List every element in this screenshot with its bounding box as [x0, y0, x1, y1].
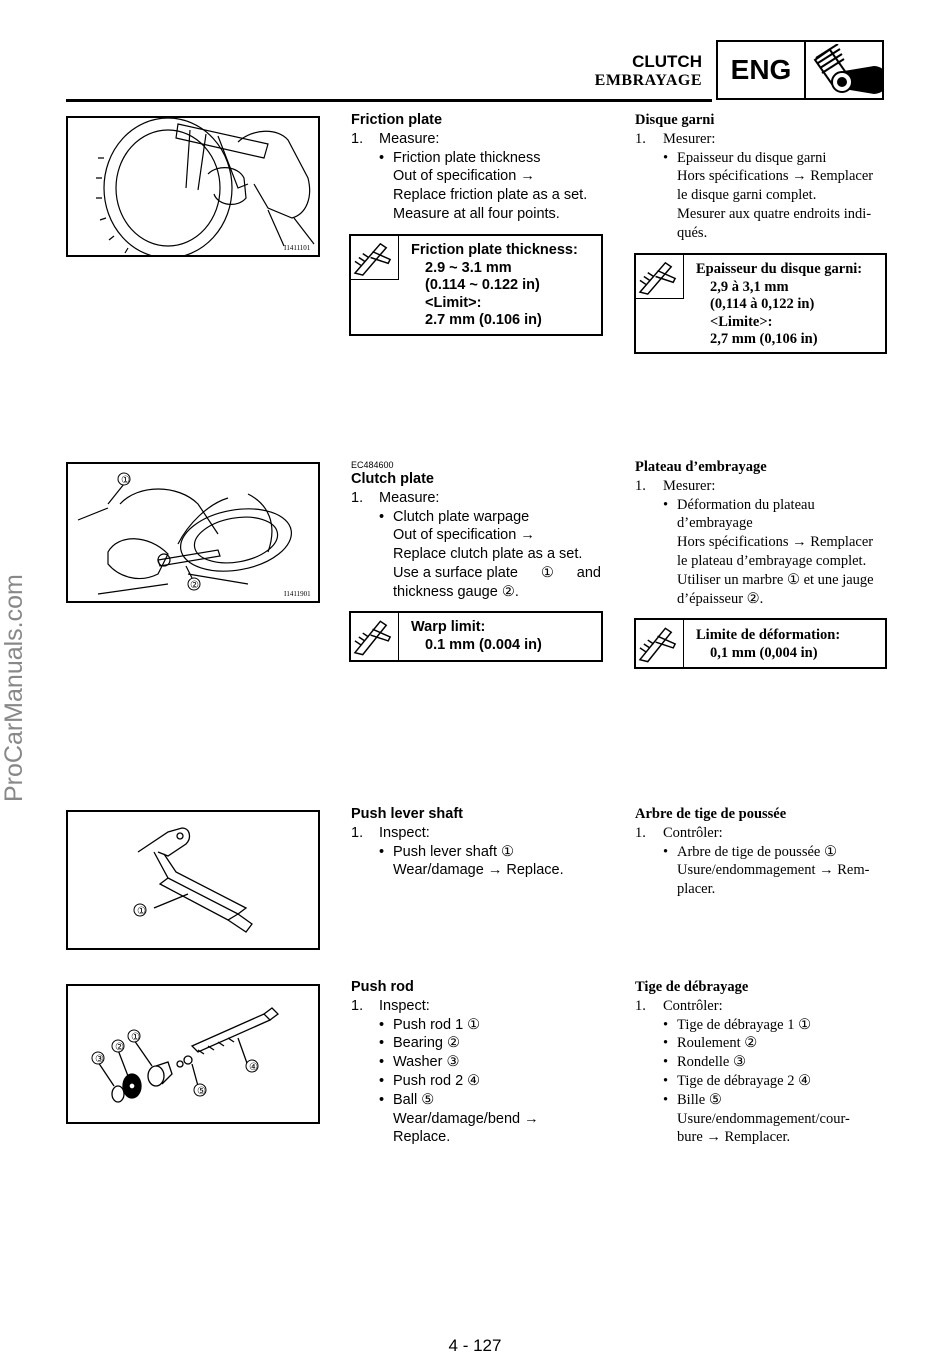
section-heading: Tige de débrayage	[635, 979, 749, 995]
bullet: •	[663, 843, 669, 860]
section-heading: Clutch plate	[351, 471, 434, 487]
item-push-rod-1: Push rod 1	[393, 1016, 464, 1033]
figure-push-lever-shaft	[66, 810, 320, 950]
eng-badge	[716, 40, 884, 100]
body-line: qués.	[677, 224, 708, 241]
spec-value: (0.114 ~ 0.122 in)	[425, 277, 540, 293]
body-line: Mesurer aux quatre endroits indi-	[677, 205, 872, 222]
callout-mark: ①	[823, 843, 837, 860]
body-line	[677, 571, 887, 590]
bullet: •	[379, 1072, 385, 1089]
body-line	[393, 564, 601, 583]
figure-push-rod	[66, 984, 320, 1124]
spec-box-warp-limit	[349, 611, 603, 662]
bullet: •	[379, 843, 385, 860]
spec-value: 2,7 mm (0,106 in)	[710, 331, 818, 347]
callout-mark: ⑤	[421, 1091, 435, 1108]
section-title-en: CLUTCH	[632, 52, 702, 71]
callout-mark: ①	[798, 1016, 812, 1033]
text-use-surface-plate: Use a surface plate	[393, 564, 518, 581]
spec-title: Warp limit:	[411, 619, 486, 635]
callout-mark: ④	[798, 1072, 812, 1089]
spec-value: (0,114 à 0,122 in)	[710, 296, 815, 312]
spec-box-limite-deformation	[634, 618, 887, 669]
callout-4: ④	[249, 1062, 258, 1073]
spec-value: 2,9 à 3,1 mm	[710, 278, 789, 295]
figure-clutch-plate	[66, 462, 320, 603]
item-text: Déformation du plateau	[677, 496, 815, 513]
body-line: Replace.	[393, 1129, 451, 1146]
callout-mark: ①	[501, 843, 515, 860]
text-period: .	[759, 590, 764, 607]
item-rondelle: Rondelle	[677, 1054, 730, 1071]
spec-title: Limite de déformation:	[696, 627, 841, 643]
callout-2: ②	[115, 1042, 124, 1053]
body-line: d’embrayage	[677, 515, 753, 532]
body-line: Out of specification →	[393, 168, 535, 185]
spec-value: 2.9 ~ 3.1 mm	[425, 259, 512, 276]
spec-title: Friction plate thickness:	[411, 242, 578, 258]
step-text: Mesurer:	[663, 130, 716, 147]
section-heading: Push rod	[351, 979, 414, 995]
body-line: Wear/damage/bend →	[393, 1110, 539, 1127]
step-text: Contrôler:	[663, 824, 723, 841]
item-text: Push lever shaft	[393, 843, 497, 860]
item-text: Friction plate thickness	[393, 149, 541, 166]
figure-friction-plate	[66, 116, 320, 257]
callout-mark: ②	[746, 590, 760, 607]
step-text: Measure:	[379, 489, 440, 506]
bullet: •	[663, 1072, 669, 1089]
item-push-rod-2: Push rod 2	[393, 1072, 464, 1089]
spec-value: 2.7 mm (0.106 in)	[425, 312, 542, 328]
callout-mark: ⑤	[708, 1091, 722, 1108]
callout-mark: ①	[786, 571, 800, 588]
body-line: Hors spécifications → Remplacer	[677, 168, 874, 185]
step-number: 1.	[635, 824, 646, 841]
spec-box-friction-thickness	[349, 234, 603, 336]
friction-plate-fr	[635, 111, 887, 243]
step-text: Contrôler:	[663, 997, 723, 1014]
bullet: •	[663, 496, 669, 513]
body-line: Replace clutch plate as a set.	[393, 546, 583, 563]
clutch-plate-warpage-illustration	[68, 464, 318, 601]
figure-code: I1411901	[284, 590, 311, 598]
item-text: Clutch plate warpage	[393, 508, 530, 525]
push-rod-exploded-illustration	[68, 986, 318, 1122]
item-tige-1: Tige de débrayage 1	[677, 1016, 795, 1033]
body-line: Out of specification →	[393, 527, 535, 544]
spec-limit-label: <Limite>:	[710, 313, 773, 330]
text-and: and	[576, 564, 601, 581]
eng-badge-label: ENG	[718, 42, 806, 98]
callout-3: ③	[95, 1054, 104, 1065]
friction-plate-caliper-illustration	[68, 118, 318, 255]
body-line: Hors spécifications → Remplacer	[677, 534, 874, 551]
step-text: Inspect:	[379, 824, 430, 841]
step-number: 1.	[351, 997, 364, 1014]
bullet: •	[379, 1035, 385, 1052]
step-text: Measure:	[379, 130, 440, 147]
push-rod-fr	[635, 978, 887, 1147]
spec-limit-label: <Limit>:	[425, 294, 482, 311]
figure-code: I1411101	[284, 244, 311, 252]
bullet: •	[379, 149, 385, 166]
section-title-fr: EMBRAYAGE	[594, 72, 702, 89]
body-line: placer.	[677, 881, 716, 898]
callout-mark: ①	[467, 1016, 481, 1033]
section-heading: Friction plate	[351, 112, 443, 128]
step-text: Mesurer:	[663, 477, 716, 494]
caliper-icon	[636, 255, 684, 299]
step-number: 1.	[635, 130, 646, 147]
caliper-icon	[636, 620, 684, 667]
callout-mark: ③	[732, 1054, 746, 1071]
text-use-marbre: Utiliser un marbre	[677, 571, 784, 588]
step-number: 1.	[351, 824, 364, 841]
bullet: •	[379, 508, 385, 525]
push-lever-shaft-illustration	[68, 812, 318, 948]
callout-5: ⑤	[197, 1086, 206, 1097]
bullet: •	[379, 1091, 385, 1108]
friction-plate-en	[351, 111, 605, 224]
text-period: .	[514, 583, 519, 600]
item-roulement: Roulement	[677, 1035, 741, 1052]
page-number: 4 - 127	[448, 1336, 502, 1355]
step-number: 1.	[351, 130, 364, 147]
body-line: Wear/damage → Replace.	[393, 862, 564, 879]
callout-1: ①	[137, 906, 146, 917]
section-heading: Disque garni	[635, 112, 715, 128]
item-ball: Ball	[393, 1091, 418, 1108]
step-number: 1.	[635, 477, 646, 494]
bullet: •	[663, 1054, 669, 1071]
body-line: Usure/endommagement/cour-	[677, 1110, 850, 1127]
side-watermark: ProCarManuals.com	[0, 574, 28, 802]
item-text: Epaisseur du disque garni	[677, 149, 827, 166]
callout-mark: ④	[467, 1072, 481, 1089]
clutch-plate-fr	[635, 458, 887, 608]
callout-mark: ③	[446, 1054, 460, 1071]
step-number: 1.	[635, 997, 646, 1014]
body-line	[677, 590, 887, 609]
bullet: •	[663, 1035, 669, 1052]
item-bille: Bille	[677, 1091, 706, 1108]
spec-value: 0.1 mm (0.004 in)	[425, 636, 542, 653]
step-text: Inspect:	[379, 997, 430, 1014]
bullet: •	[663, 149, 669, 166]
body-line: Replace friction plate as a set.	[393, 187, 588, 204]
push-lever-shaft-en	[351, 805, 605, 880]
item-bearing: Bearing	[393, 1035, 443, 1052]
body-line: le disque garni complet.	[677, 187, 817, 204]
bullet: •	[663, 1016, 669, 1033]
body-line: le plateau d’embrayage complet.	[677, 552, 867, 569]
section-heading: Push lever shaft	[351, 806, 464, 822]
callout-mark: ①	[540, 564, 554, 581]
callout-1: ①	[131, 1032, 140, 1043]
item-text: Arbre de tige de poussée	[677, 843, 821, 860]
push-lever-shaft-fr	[635, 805, 887, 899]
bullet: •	[379, 1054, 385, 1071]
caliper-icon	[351, 613, 399, 660]
spec-title: Epaisseur du disque garni:	[696, 261, 863, 277]
push-rod-en	[351, 978, 605, 1147]
bullet: •	[663, 1091, 669, 1108]
section-code: EC484600	[351, 460, 394, 470]
item-washer: Washer	[393, 1054, 443, 1071]
body-line: bure → Remplacer.	[677, 1129, 791, 1146]
callout-mark: ②	[744, 1035, 758, 1052]
callout-1: ①	[121, 475, 130, 486]
body-line: Measure at all four points.	[393, 205, 560, 222]
header-rule	[66, 99, 712, 102]
text-jauge: et une jauge	[803, 571, 874, 588]
body-line	[393, 583, 605, 602]
callout-mark: ②	[501, 583, 515, 600]
section-heading: Arbre de tige de poussée	[635, 806, 787, 822]
caliper-icon	[351, 236, 399, 280]
callout-mark: ②	[447, 1035, 461, 1052]
step-number: 1.	[351, 489, 364, 506]
body-line: Usure/endommagement → Rem-	[677, 862, 870, 879]
spec-value: 0,1 mm (0,004 in)	[710, 644, 818, 661]
clutch-plate-en	[351, 470, 605, 602]
section-heading: Plateau d’embrayage	[635, 459, 767, 475]
spec-box-epaisseur	[634, 253, 887, 354]
bullet: •	[379, 1016, 385, 1033]
callout-2: ②	[190, 580, 199, 591]
engine-icon	[808, 44, 882, 96]
item-tige-2: Tige de débrayage 2	[677, 1072, 795, 1089]
text-epaisseur: d’épaisseur	[677, 590, 744, 607]
text-thickness-gauge: thickness gauge	[393, 583, 498, 600]
